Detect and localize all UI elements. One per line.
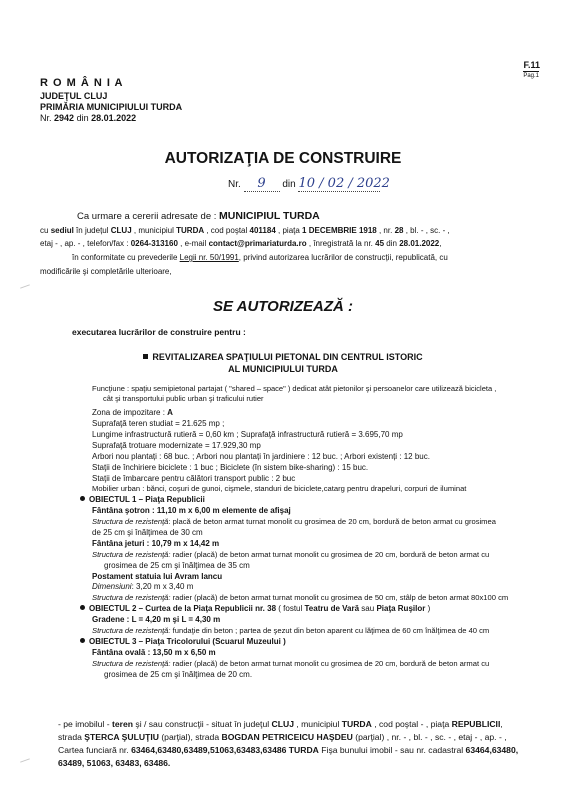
structura-3-label: Structura de rezistenţă: bbox=[92, 593, 171, 602]
footer-line-2 bbox=[58, 731, 507, 743]
obiectiv-2-title-d: sau bbox=[361, 604, 375, 613]
footer-l1d: CLUJ bbox=[271, 719, 294, 729]
footer-l1i: , bbox=[500, 719, 503, 729]
intro-request-text: Ca urmare a cererii adresate de : bbox=[77, 211, 217, 222]
scan-artifact bbox=[20, 758, 30, 762]
mobilier-urban: Mobilier urban : bănci, coşuri de gunoi, cişmele, standuri de biciclete,catarg pentru drapeluri, corpuri de iluminat bbox=[92, 484, 467, 493]
footer-l1a: - pe imobilul - bbox=[58, 719, 110, 729]
obiectiv-2-title bbox=[80, 603, 430, 614]
suprafata-teren: Suprafaţă teren studiat = 21.625 mp ; bbox=[92, 419, 225, 428]
intro-l2j: 1 DECEMBRIE 1918 bbox=[302, 226, 377, 235]
intro-l2h: 401184 bbox=[249, 226, 276, 235]
structura-2-label: Structura de rezistenţă: bbox=[92, 550, 171, 559]
document-title: AUTORIZAŢIA DE CONSTRUIRE bbox=[164, 150, 402, 167]
intro-l3e: , înregistrată la nr. bbox=[308, 239, 373, 248]
intro-email: contact@primariaturda.ro bbox=[208, 239, 307, 248]
intro-l3i: , bbox=[439, 239, 442, 248]
intro-l3g: din bbox=[386, 239, 397, 248]
din-label: din bbox=[282, 179, 296, 190]
obiectiv-1-title-text: OBIECTUL 1 – Piaţa Republicii bbox=[89, 495, 205, 504]
intro-phone: 0264-313160 bbox=[130, 239, 178, 248]
form-code: F.11 bbox=[523, 60, 540, 70]
structura-obiectiv-2-label: Structura de rezistenţă: bbox=[92, 626, 171, 635]
dimensiuni-label: Dimensiuni bbox=[92, 582, 132, 591]
header-din-label: din bbox=[76, 113, 89, 123]
structura-obiectiv-2-text: fundaţie din beton ; partea de şezut din beton aparent cu lăţimea de 60 cm înălţimea de 40 cm bbox=[172, 626, 490, 635]
intro-l2i: , piaţa bbox=[278, 226, 300, 235]
nr-label: Nr. bbox=[228, 179, 241, 190]
footer-l3a: Cartea funciară nr. bbox=[58, 745, 129, 755]
authorization-number-line bbox=[228, 176, 390, 192]
header-nr-value: 2942 bbox=[54, 113, 75, 123]
intro-l2b: sediul bbox=[50, 226, 74, 235]
authorization-heading: SE AUTORIZEAZĂ : bbox=[212, 298, 353, 315]
intro-l2g: , cod poştal bbox=[206, 226, 248, 235]
structura-1-text: : placă de beton armat turnat monolit cu grosimea de 20 cm, bordură de beton armat cu grosimea bbox=[168, 517, 496, 526]
intro-l4a: în conformitate cu prevederile bbox=[72, 253, 178, 262]
footer-line-3 bbox=[58, 744, 518, 756]
obiectiv-2-title-b: ( fostul bbox=[278, 604, 303, 613]
authorization-number: 9 bbox=[257, 176, 266, 191]
zona-label: Zona de impozitare : bbox=[92, 408, 165, 417]
obiectiv-2-bullet-icon bbox=[80, 605, 85, 610]
intro-line-5: modificările şi completările ulterioare, bbox=[40, 267, 172, 276]
structura-3 bbox=[92, 592, 508, 603]
structura-3-text: radier (placă) de beton armat turnat monolit cu grosimea de 50 cm, stâlp de beton armat 80x100 cm bbox=[172, 593, 509, 602]
footer-l2a: strada bbox=[58, 732, 82, 742]
fantana-ovala: Fântâna ovală : 13,50 m x 6,50 m bbox=[92, 648, 216, 657]
obiectiv-3-bullet-icon bbox=[80, 638, 85, 643]
statii-transport: Staţii de îmbarcare pentru călători transport public : 2 buc bbox=[92, 474, 296, 483]
fantana-jeturi: Fântâna jeturi : 10,79 m x 14,42 m bbox=[92, 539, 220, 548]
intro-l2f: TURDA bbox=[176, 226, 205, 235]
footer-l2e: (parţial) , nr. - , bl. - , sc. - , etaj - , ap. - , bbox=[355, 732, 507, 742]
obiectiv-3-title-text: OBIECTUL 3 – Piaţa Tricolorului (Scuarul Muzeului ) bbox=[89, 637, 286, 646]
structura-obiectiv-3-text: radier (placă) de beton armat turnat monolit cu grosimea de 20 cm, bordură de beton armat cu bbox=[172, 659, 490, 668]
intro-l2d: CLUJ bbox=[110, 226, 132, 235]
intro-line-4 bbox=[72, 252, 448, 263]
footer-line-1 bbox=[58, 718, 503, 730]
footer-cadastral-numbers: 63464,63480,63489,51063,63483,63486 TURDA bbox=[131, 745, 319, 755]
footer-l2c: (parţial), strada bbox=[161, 732, 220, 742]
intro-l3f: 45 bbox=[375, 239, 385, 248]
intro-line-3 bbox=[40, 238, 441, 249]
structura-2 bbox=[92, 549, 489, 560]
footer-l2d: BOGDAN PETRICEICU HAŞDEU bbox=[221, 732, 353, 742]
intro-l3c: , e-mail bbox=[180, 239, 207, 248]
structura-obiectiv-2 bbox=[92, 625, 489, 636]
intro-l4c: , privind autorizarea lucrărilor de construcții, republicată, cu bbox=[238, 253, 448, 262]
authorization-date: 10 / 02 / 2022 bbox=[298, 176, 390, 191]
footer-l1g: , cod poştal - , piaţa bbox=[374, 719, 450, 729]
office-name: PRIMĂRIA MUNICIPIULUI TURDA bbox=[40, 102, 183, 112]
dimensiuni-value: : 3,20 m x 3,40 m bbox=[131, 582, 194, 591]
footer-line-4: 63489, 51063, 63483, 63486. bbox=[58, 758, 171, 768]
structura-obiectiv-3-cont: grosimea de 25 cm şi înălţimea de 20 cm. bbox=[104, 670, 253, 679]
statii-biciclete: Staţii de închiriere biciclete : 1 buc ; Biciclete (în sistem bike-sharing) : 15 buc. bbox=[92, 463, 369, 472]
footer-l2b: ŞTERCA ŞULUŢIU bbox=[84, 732, 159, 742]
gradene: Gradene : L = 4,20 m şi L = 4,30 m bbox=[92, 615, 221, 624]
header-nr-label: Nr. bbox=[40, 113, 52, 123]
intro-l3h: 28.01.2022 bbox=[399, 239, 440, 248]
obiectiv-2-title-c: Teatru de Vară bbox=[304, 604, 360, 613]
obiectiv-1-bullet-icon bbox=[80, 496, 85, 501]
intro-l2c: în județul bbox=[76, 226, 109, 235]
lungime-infrastructura: Lungime infrastructură rutieră = 0,60 km ; Suprafaţă infrastructură rutieră = 3.695,70 mp bbox=[92, 430, 403, 439]
obiectiv-2-title-e: Piaţa Ruşilor bbox=[376, 604, 426, 613]
header-date: 28.01.2022 bbox=[91, 113, 137, 123]
page-indicator: Pag.1 bbox=[523, 73, 539, 79]
footer-l3c: Fişa bunului imobil - sau nr. cadastral bbox=[321, 745, 464, 755]
footer-l1h: REPUBLICII bbox=[451, 719, 501, 729]
postament: Postament statuia lui Avram Iancu bbox=[92, 572, 223, 581]
intro-line-1 bbox=[77, 210, 320, 223]
fantana-sotron-text: Fântâna şotron : 11,10 m x 6,00 m elemente de afişaj bbox=[92, 506, 291, 515]
country-name: R O M Â N I A bbox=[40, 77, 124, 89]
intro-l2m: , bl. - , sc. - , bbox=[405, 226, 450, 235]
project-bullet-icon bbox=[143, 354, 148, 359]
dimensiuni bbox=[92, 581, 193, 592]
intro-l3a: etaj - , ap. - , telefon/fax : bbox=[40, 239, 129, 248]
footer-l1e: , municipiul bbox=[296, 719, 340, 729]
suprafata-trotuare: Suprafaţă trotuare modernizate = 17.929,30 mp bbox=[92, 441, 261, 450]
project-title-line-2: AL MUNICIPIULUI TURDA bbox=[228, 364, 338, 374]
arbori-plantati: Arbori nou plantați : 68 buc. ; Arbori nou plantați în jardiniere : 12 buc. ; Arbori existenți : 12 buc. bbox=[92, 452, 430, 461]
zona-impozitare bbox=[92, 407, 173, 418]
footer-l1c: şi / sau construcţii - situat în judeţul bbox=[135, 719, 270, 729]
intro-l2e: , municipiul bbox=[133, 226, 174, 235]
intro-l2k: , nr. bbox=[378, 226, 393, 235]
project-title-line-1: REVITALIZAREA SPAŢIULUI PIETONAL DIN CENTRUL ISTORIC bbox=[152, 352, 423, 362]
applicant-name: MUNICIPIUL TURDA bbox=[219, 210, 320, 222]
obiectiv-1-title bbox=[80, 494, 205, 505]
intro-line-2 bbox=[40, 225, 450, 236]
footer-l1f: TURDA bbox=[341, 719, 372, 729]
obiectiv-3-title bbox=[80, 636, 286, 647]
footer-l3d: 63464,63480, bbox=[465, 745, 519, 755]
project-title bbox=[0, 351, 566, 375]
intro-l2a: cu bbox=[40, 226, 49, 235]
zona-value: A bbox=[167, 408, 173, 417]
functiune-line-2: cât şi transportului public urban şi traficului rutier bbox=[103, 394, 264, 403]
law-reference-link: Legii nr. 50/1991 bbox=[179, 253, 239, 262]
executarea-text: executarea lucrărilor de construire pentru : bbox=[72, 327, 246, 337]
structura-obiectiv-3-label: Structura de rezistenţă: bbox=[92, 659, 171, 668]
footer-l1b: teren bbox=[111, 719, 133, 729]
header-registration bbox=[40, 113, 136, 123]
structura-1-label: Structura de rezistenţă bbox=[92, 517, 169, 526]
scan-artifact bbox=[20, 284, 30, 288]
structura-1 bbox=[92, 516, 496, 527]
obiectiv-2-title-f: ) bbox=[427, 604, 431, 613]
obiectiv-2-title-a: OBIECTUL 2 – Curtea de la Piaţa Republicii nr. 38 bbox=[89, 604, 277, 613]
fantana-sotron bbox=[92, 505, 291, 516]
structura-2-text: radier (placă) de beton armat turnat monolit cu grosimea de 20 cm, bordură de beton armat cu bbox=[172, 550, 490, 559]
functiune-line-1: Funcţiune : spaţiu semipietonal partajat ( "shared – space" ) dedicat atât pietonilor şi persoanelor care utilizează bicicleta , bbox=[92, 384, 497, 393]
intro-l2l: 28 bbox=[394, 226, 404, 235]
structura-obiectiv-3 bbox=[92, 658, 489, 669]
county-name: JUDEŢUL CLUJ bbox=[40, 91, 108, 101]
structura-2-cont: grosimea de 25 cm şi înălţimea de 35 cm bbox=[104, 561, 250, 570]
structura-1-cont: de 25 cm şi înălţimea de 30 cm bbox=[92, 528, 203, 537]
